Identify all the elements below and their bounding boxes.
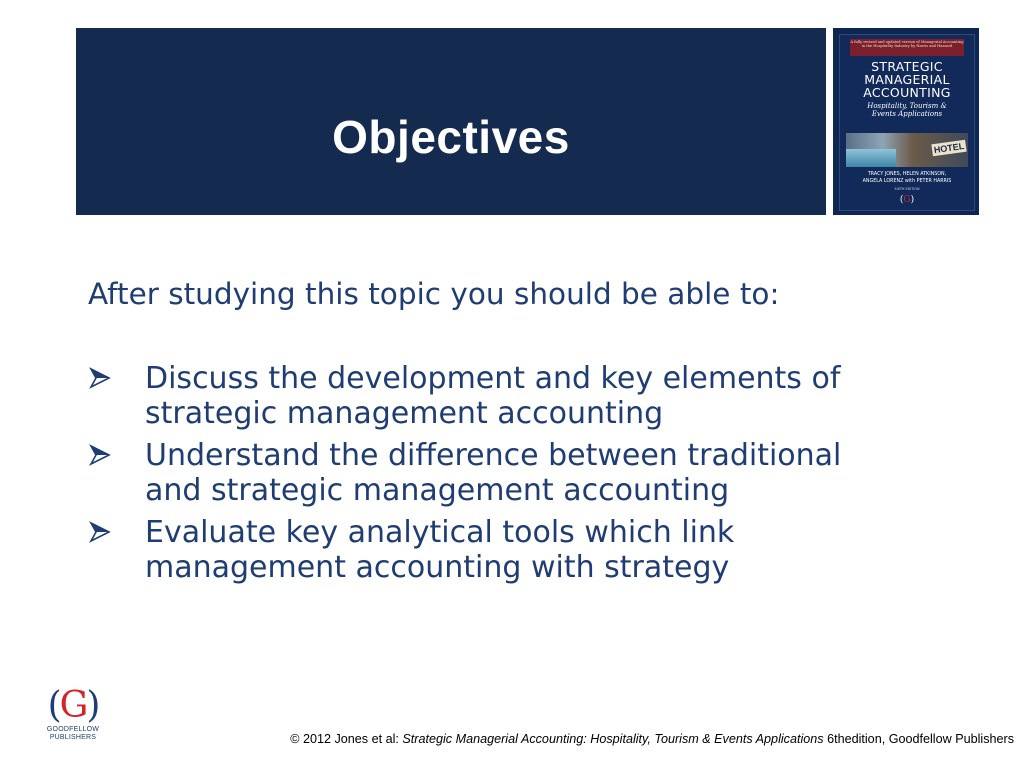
- book-cover-authors: [840, 172, 974, 185]
- publisher-logo: [40, 686, 106, 748]
- intro-text: After studying this topic you should be able to:: [88, 277, 780, 311]
- logo-paren: ): [86, 685, 99, 726]
- book-cover-logo-letter: G: [903, 195, 911, 205]
- objective-line: Evaluate key analytical tools which link: [145, 515, 735, 550]
- book-cover-subtitle: [840, 102, 974, 118]
- objective-line: Understand the difference between traditional: [145, 438, 842, 473]
- book-cover-blurb: A fully revised and updated version of Managerial Accounting in the Hospitality Industry by Harris and Hazzard: [850, 39, 964, 56]
- copyright-footer: [290, 732, 1014, 746]
- objective-item: [88, 361, 988, 438]
- book-cover-title-line: MANAGERIAL: [864, 72, 950, 87]
- book-cover-photo: [846, 133, 968, 167]
- arrow-bullet-icon: [88, 366, 112, 390]
- publisher-name-line: PUBLISHERS: [49, 734, 97, 741]
- footer-book-title: Strategic Managerial Accounting: Hospitality, Tourism & Events Applications: [402, 732, 824, 746]
- book-cover-subtitle-line: Events Applications: [871, 110, 943, 118]
- book-cover-authors-line: ANGELA LORENZ with PETER HARRIS: [862, 178, 952, 184]
- objective-item: [88, 438, 988, 515]
- logo-paren: (: [47, 685, 60, 726]
- objectives-list: [88, 361, 988, 592]
- footer-suffix: 6thedition, Goodfellow Publishers: [823, 732, 1014, 746]
- logo-letter: G: [59, 685, 87, 726]
- slide-title: Objectives: [332, 111, 570, 163]
- book-cover-logo-paren: ): [910, 195, 915, 205]
- objective-line: strategic management accounting: [145, 396, 664, 431]
- book-cover-logo: [899, 195, 915, 206]
- book-cover-logo-paren: (: [899, 195, 904, 205]
- book-cover-title-line: STRATEGIC: [871, 59, 943, 74]
- book-cover-subtitle-line: Hospitality, Tourism &: [867, 102, 947, 110]
- publisher-logo-mark: [40, 686, 106, 726]
- title-banner: [76, 28, 826, 215]
- book-cover-authors-line: TRACY JONES, HELEN ATKINSON,: [867, 172, 947, 177]
- objective-line: and strategic management accounting: [145, 473, 730, 508]
- book-cover-title-line: ACCOUNTING: [863, 85, 951, 100]
- arrow-bullet-icon: [88, 520, 112, 544]
- book-cover-panel: [839, 34, 975, 211]
- book-cover-hotel-sign: HOTEL: [933, 140, 965, 156]
- book-cover-image: [833, 28, 979, 215]
- book-cover-title: [840, 60, 974, 99]
- arrow-bullet-icon: [88, 443, 112, 467]
- objective-item: [88, 515, 988, 592]
- publisher-name-line: GOODFELLOW: [46, 726, 100, 733]
- footer-prefix: © 2012 Jones et al:: [290, 732, 403, 746]
- book-cover-edition: SIXTH EDITION: [894, 187, 920, 191]
- book-cover-pool: [846, 149, 896, 167]
- objective-line: Discuss the development and key elements of: [145, 361, 841, 396]
- objective-line: management accounting with strategy: [145, 550, 730, 585]
